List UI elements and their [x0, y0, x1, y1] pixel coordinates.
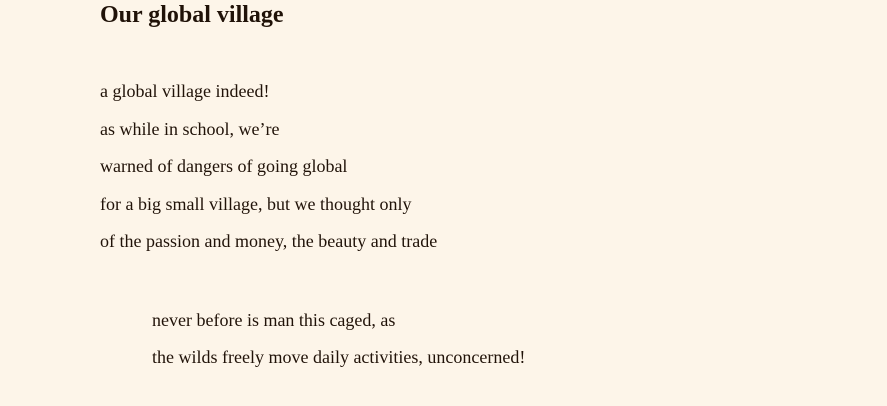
poem-line: of the passion and money, the beauty and trade — [100, 231, 438, 251]
document-title: Our global village — [100, 2, 284, 28]
stanza-2 — [152, 302, 887, 377]
poem-line: as while in school, we’re — [100, 118, 280, 139]
poem-line: the wilds freely move daily activities, unconcerned! — [152, 347, 526, 367]
poem-line: warned of dangers of going global — [100, 156, 348, 176]
poem-line: never before is man this caged, as — [152, 309, 396, 330]
poem-line: for a big small village, but we thought only — [100, 193, 412, 214]
poem-line: a global village indeed! — [100, 81, 270, 101]
stanza-1 — [100, 73, 887, 261]
